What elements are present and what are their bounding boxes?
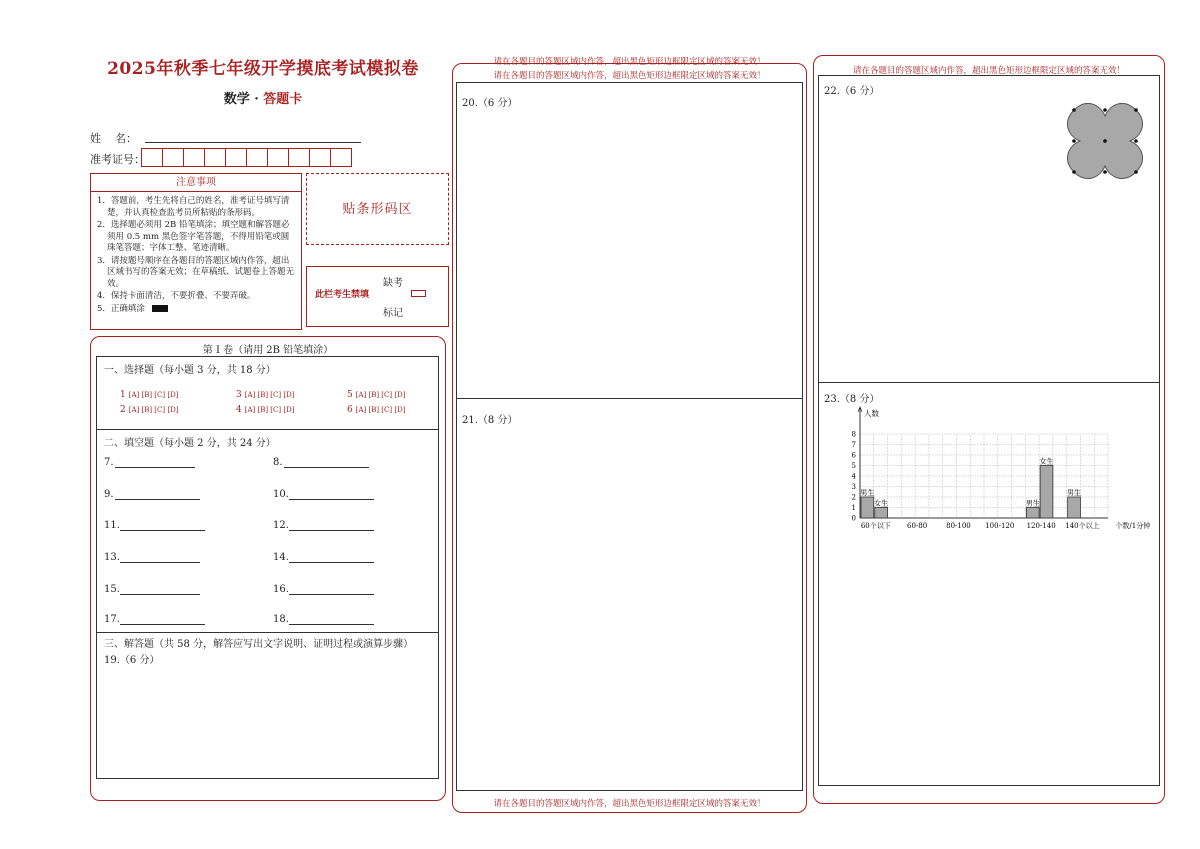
divider	[818, 382, 1160, 383]
subject-label: 数学	[223, 92, 250, 107]
fill-num-16: 16.	[273, 584, 289, 595]
absent-box	[306, 266, 449, 327]
x-tick-label: 60-80	[907, 522, 928, 530]
fill-blank-13[interactable]	[120, 562, 200, 563]
fill-blank-7[interactable]	[115, 467, 195, 468]
dot-separator: ·	[254, 92, 259, 107]
q23-bar-chart	[840, 406, 1155, 536]
fill-blank-11[interactable]	[120, 530, 205, 531]
barcode-label: 贴条形码区	[342, 202, 413, 217]
notice-item: 2．选择题必须用 2B 铅笔填涂；填空题和解答题必须用 0.5 mm 黑色签字笔答题，不得用铅笔或圆珠笔答题；字体工整、笔迹清晰。	[97, 220, 290, 253]
bar	[1026, 508, 1039, 519]
bar-label: 女生	[874, 499, 889, 508]
y-tick-label: 0	[851, 514, 856, 523]
mc-item-2[interactable]: 2 [A] [B] [C] [D]	[120, 405, 179, 415]
absent-checkbox[interactable]	[411, 290, 426, 297]
notice-item: 1．答题前，考生先将自己的姓名，准考证号填写清楚，并认真检查监考员所粘贴的条形码。	[97, 196, 290, 218]
part1-title: 第 I 卷（请用 2B 铅笔填涂）	[202, 345, 334, 356]
fill-blank-8[interactable]	[284, 467, 369, 468]
bar-label: 男生	[1067, 489, 1082, 497]
q19-label: 19.（6 分）	[104, 655, 160, 666]
q21-label: 21.（8 分）	[462, 415, 518, 426]
notice-body	[91, 192, 301, 320]
q22-figure	[1056, 94, 1155, 190]
fill-blank-10[interactable]	[289, 499, 374, 500]
fill-num-14: 14.	[273, 552, 289, 563]
fill-blank-17[interactable]	[120, 624, 205, 625]
page-subtitle	[88, 88, 438, 107]
y-tick-label: 3	[851, 483, 856, 491]
warning-top-3: 请在各题目的答题区域内作答，超出黑色矩形边框限定区域的答案无效！	[852, 66, 1125, 76]
warning-bottom: 请在各题目的答题区域内作答，超出黑色矩形边框限定区域的答案无效！	[493, 799, 766, 809]
absent-note: 此栏考生禁填	[315, 290, 370, 300]
mc-item-6[interactable]: 6 [A] [B] [C] [D]	[347, 405, 406, 415]
x-axis-label: 个数/1分钟	[1115, 522, 1151, 530]
fill-num-7: 7.	[104, 457, 114, 468]
name-label: 姓 名：	[90, 132, 137, 145]
fill-num-9: 9.	[104, 489, 114, 500]
mc-item-4[interactable]: 4 [A] [B] [C] [D]	[236, 405, 295, 415]
solve-section-title: 三、解答题（共 58 分，解答应写出文字说明、证明过程或演算步骤）	[104, 639, 414, 650]
y-tick-label: 5	[851, 462, 856, 470]
fill-num-18: 18.	[273, 614, 289, 625]
id-label: 准考证号：	[90, 153, 145, 166]
bar	[1068, 497, 1081, 518]
notice-box	[90, 173, 302, 330]
bar	[1040, 466, 1053, 519]
q20-label: 20.（6 分）	[462, 98, 518, 109]
fill-num-8: 8.	[273, 457, 283, 468]
y-tick-label: 6	[851, 451, 856, 460]
y-tick-label: 7	[851, 441, 856, 449]
name-field[interactable]	[145, 142, 361, 143]
y-tick-label: 8	[851, 430, 856, 439]
fill-blank-16[interactable]	[289, 594, 374, 595]
warning-top-1: 请在各题目的答题区域内作答，超出黑色矩形边框限定区域的答案无效！	[493, 57, 766, 67]
divider	[96, 632, 439, 633]
fill-num-10: 10.	[273, 489, 289, 500]
fill-section-title: 二、填空题（每小题 2 分，共 24 分）	[104, 438, 276, 449]
x-tick-label: 100-120	[985, 522, 1015, 530]
q22-label: 22.（6 分）	[824, 86, 880, 97]
fill-num-13: 13.	[104, 552, 120, 563]
y-tick-label: 1	[851, 504, 856, 512]
mc-item-3[interactable]: 3 [A] [B] [C] [D]	[236, 390, 295, 400]
mc-item-5[interactable]: 5 [A] [B] [C] [D]	[347, 390, 406, 400]
mc-item-1[interactable]: 1 [A] [B] [C] [D]	[120, 390, 179, 400]
barcode-area	[306, 173, 449, 245]
fill-blank-12[interactable]	[289, 530, 374, 531]
notice-title: 注意事项	[91, 174, 301, 192]
fill-blank-18[interactable]	[289, 624, 374, 625]
bar-label: 男生	[1025, 499, 1040, 508]
notice-item: 4．保持卡面清洁，不要折叠、不要弄破。	[97, 291, 256, 301]
notice-item: 5．正确填涂	[97, 304, 295, 316]
bar-label: 女生	[1039, 457, 1054, 466]
absent-top-label: 缺考	[383, 278, 403, 289]
fill-num-17: 17.	[104, 614, 120, 625]
warning-top-2: 请在各题目的答题区域内作答，超出黑色矩形边框限定区域的答案无效！	[493, 71, 766, 81]
x-tick-label: 60个以下	[860, 522, 891, 530]
mid-inner	[456, 82, 803, 791]
divider	[96, 429, 439, 430]
notice-item: 3．请按题号顺序在各题目的答题区域内作答，超出区域书写的答案无效；在草稿纸、试题卷上答题无效。	[97, 255, 295, 289]
id-boxes[interactable]	[142, 148, 352, 167]
filled-mark-icon	[152, 305, 168, 312]
fill-num-15: 15.	[104, 584, 120, 595]
x-tick-label: 120-140	[1026, 522, 1056, 530]
y-axis-label: 人数	[864, 409, 879, 418]
card-label: 答题卡	[263, 92, 303, 107]
page-title: 2025年秋季七年级开学摸底考试模拟卷	[107, 59, 419, 79]
divider	[456, 398, 803, 399]
y-tick-label: 2	[851, 493, 856, 502]
fill-blank-14[interactable]	[289, 562, 374, 563]
x-tick-label: 140个以上	[1065, 522, 1100, 530]
x-tick-label: 80-100	[946, 522, 971, 530]
absent-bottom-label: 标记	[383, 308, 403, 319]
fill-blank-9[interactable]	[115, 499, 200, 500]
part1-inner	[96, 356, 439, 779]
bar-label: 男生	[860, 489, 875, 497]
mc-section-title: 一、选择题（每小题 3 分，共 18 分）	[104, 365, 276, 376]
bar	[861, 497, 874, 518]
fill-blank-15[interactable]	[120, 594, 200, 595]
fill-num-12: 12.	[273, 520, 289, 531]
y-tick-label: 4	[851, 472, 856, 481]
fill-num-11: 11.	[104, 520, 120, 531]
bar	[875, 508, 888, 519]
q23-label: 23.（8 分）	[824, 394, 880, 405]
